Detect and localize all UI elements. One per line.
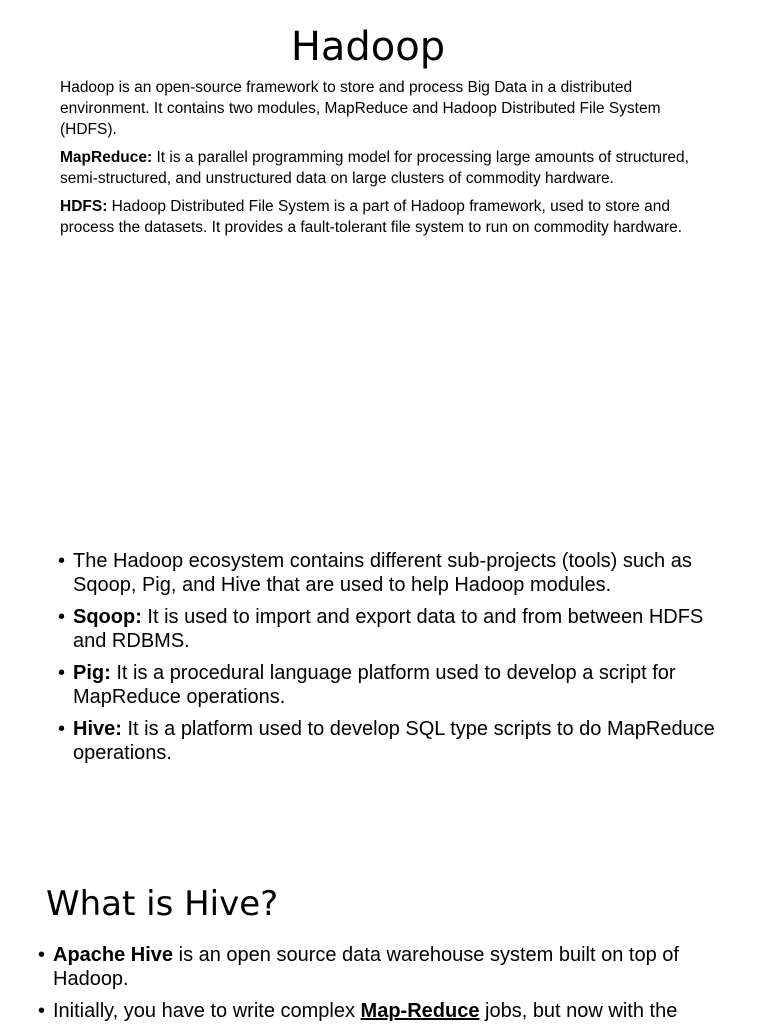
bullet-icon: • <box>58 662 66 684</box>
mapreduce-paragraph <box>60 147 720 189</box>
bullet-text-post: jobs, but now with the <box>479 1000 678 1022</box>
bullet-icon: • <box>58 718 66 740</box>
mapreduce-label: MapReduce: <box>60 149 153 166</box>
bullet-icon: • <box>58 606 66 628</box>
list-item <box>38 943 718 991</box>
hdfs-paragraph <box>60 196 720 238</box>
page-title: Hadoop <box>290 24 446 70</box>
bullet-text: It is a platform used to develop SQL type scripts to do MapReduce operations. <box>73 718 715 764</box>
hdfs-text: Hadoop Distributed File System is a part of Hadoop framework, used to store and process the datasets. It provides a fault-tolerant file system to run on commodity hardware. <box>60 198 683 236</box>
bullet-icon: • <box>38 944 46 966</box>
bullet-label: Apache Hive <box>53 944 174 966</box>
hive-bullet-list <box>38 943 718 1024</box>
bullet-label: Pig: <box>73 662 111 684</box>
bullet-text: It is a procedural language platform used to develop a script for MapReduce operations. <box>73 662 676 708</box>
bullet-label: Hive: <box>73 718 122 740</box>
bullet-icon: • <box>38 1000 46 1022</box>
mapreduce-text: It is a parallel programming model for processing large amounts of structured, semi-structured, and unstructured data on large clusters of commodity hardware. <box>60 149 689 187</box>
bullet-text: is an open source data warehouse system built on top of Hadoop. <box>53 944 679 990</box>
section-title-hive: What is Hive? <box>46 884 279 924</box>
list-item <box>58 605 718 653</box>
bullet-icon: • <box>58 550 66 572</box>
bullet-text-pre: Initially, you have to write complex <box>53 1000 361 1022</box>
bullet-label: Sqoop: <box>73 606 142 628</box>
list-item <box>58 549 718 597</box>
intro-text-block <box>60 77 720 245</box>
bullet-text: It is used to import and export data to and from between HDFS and RDBMS. <box>73 606 704 652</box>
hdfs-label: HDFS: <box>60 198 108 215</box>
list-item <box>58 661 718 709</box>
map-reduce-link[interactable]: Map-Reduce <box>360 1000 480 1022</box>
intro-paragraph: Hadoop is an open-source framework to store and process Big Data in a distributed environment. It contains two modules, MapReduce and Hadoop Distributed File System (HDFS). <box>60 79 661 138</box>
bullet-text: The Hadoop ecosystem contains different sub-projects (tools) such as Sqoop, Pig, and Hive that are used to help Hadoop modules. <box>73 550 692 596</box>
list-item <box>38 999 718 1023</box>
list-item <box>58 717 718 765</box>
ecosystem-bullet-list <box>58 549 718 773</box>
